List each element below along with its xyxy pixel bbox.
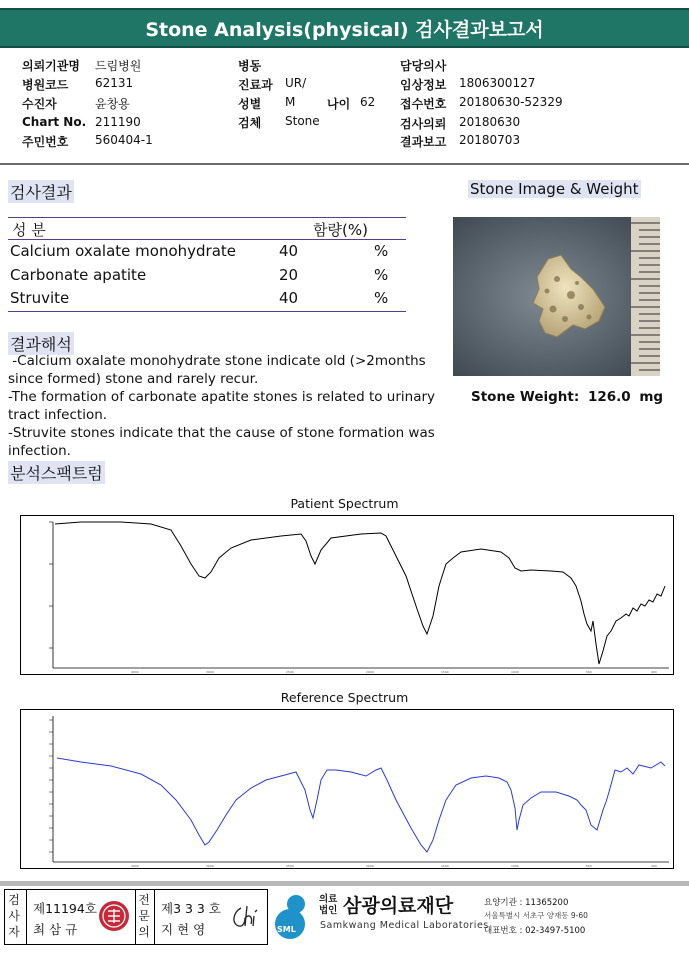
value-patient: 윤창용 — [95, 97, 130, 111]
value-report-date: 20180703 — [459, 133, 521, 147]
specialist-name: 지 현 영 — [161, 922, 206, 937]
label-hospital-code: 병원코드 — [22, 78, 69, 92]
spectrum-heading: 분석스팩트럼 — [8, 461, 105, 484]
stone-weight — [471, 389, 663, 405]
svg-text:400: 400 — [651, 670, 657, 674]
row-value: 40 — [279, 242, 299, 260]
row-name: Calcium oxalate monohydrate — [10, 242, 237, 260]
stone-photo — [453, 217, 660, 376]
svg-text:4000: 4000 — [131, 864, 139, 868]
signature-box — [4, 889, 268, 945]
logo-text: SML — [277, 925, 296, 934]
svg-text:2000: 2000 — [366, 670, 374, 674]
value-specimen: Stone — [285, 114, 320, 128]
svg-text:1500: 1500 — [441, 864, 449, 868]
label-department: 진료과 — [238, 78, 273, 92]
table-header-rule — [8, 239, 406, 240]
header-info — [0, 50, 689, 160]
svg-text:3000: 3000 — [206, 670, 214, 674]
value-chart-no: 211190 — [95, 115, 141, 129]
examiner-license-no: 제11194호 — [33, 901, 97, 916]
svg-text:2000: 2000 — [366, 864, 374, 868]
value-department: UR/ — [285, 76, 307, 90]
footer-rule — [0, 881, 689, 886]
reference-spectrum-chart — [20, 709, 674, 869]
svg-text:3000: 3000 — [206, 864, 214, 868]
org-phone: 대표번호 : 02-3497-5100 — [484, 926, 586, 936]
col-component: 성 분 — [12, 221, 46, 239]
value-request-date: 20180630 — [459, 115, 521, 129]
svg-text:4000: 4000 — [131, 670, 139, 674]
row-value: 40 — [279, 289, 299, 307]
label-patient: 수진자 — [22, 97, 57, 111]
patient-spectrum-title: Patient Spectrum — [290, 496, 399, 511]
org-prefix: 의료법인 — [319, 894, 338, 916]
value-sex: M — [285, 95, 296, 109]
label-sex: 성별 — [238, 97, 262, 111]
examiner-label: 검사자 — [8, 893, 20, 939]
interpretation-heading: 결과해석 — [8, 332, 74, 355]
row-name: Struvite — [10, 289, 70, 307]
svg-text:2500: 2500 — [286, 670, 294, 674]
org-english: Samkwang Medical Laboratories — [320, 920, 489, 931]
value-resident-no: 560404-1 — [95, 133, 153, 147]
examiner-name: 최 삼 규 — [33, 922, 78, 937]
svg-text:500: 500 — [586, 864, 592, 868]
value-receipt-no: 20180630-52329 — [459, 95, 563, 109]
weight-value: 126.0 — [587, 389, 631, 405]
org-code: 요양기관 : 11365200 — [484, 898, 569, 908]
reference-spectrum-title: Reference Spectrum — [280, 690, 409, 705]
svg-text:2500: 2500 — [286, 864, 294, 868]
cell-divider — [26, 890, 27, 944]
label-institution: 의뢰기관명 — [22, 59, 80, 73]
svg-text:500: 500 — [586, 670, 592, 674]
header-divider — [0, 163, 689, 165]
interpretation-line: -The formation of carbonate apatite stones is related to urinary tract infection. — [8, 389, 436, 423]
examiner-seal — [98, 900, 130, 932]
label-report-date: 결과보고 — [400, 135, 447, 149]
svg-text:1000: 1000 — [511, 864, 519, 868]
value-age: 62 — [360, 95, 376, 109]
label-ward: 병동 — [238, 59, 262, 73]
report-title: Stone Analysis(physical) 검사결과보고서 — [0, 8, 689, 48]
row-unit: % — [374, 266, 389, 284]
table-top-rule — [8, 217, 406, 218]
row-unit: % — [374, 289, 389, 307]
table-row — [0, 266, 420, 288]
row-value: 20 — [279, 266, 299, 284]
value-clinical-info: 1806300127 — [459, 76, 536, 90]
results-heading: 검사결과 — [8, 180, 74, 203]
label-request-date: 검사의뢰 — [400, 117, 447, 131]
table-row — [0, 289, 420, 311]
row-name: Carbonate apatite — [10, 266, 147, 284]
svg-text:1500: 1500 — [441, 670, 449, 674]
interpretation-line: -Struvite stones indicate that the cause of stone formation was infection. — [8, 425, 435, 459]
interpretation-line: -Calcium oxalate monohydrate stone indicate old (>2months since formed) stone and rarely recur. — [8, 353, 430, 387]
org-name: 삼광의료재단 — [343, 895, 454, 917]
table-bottom-rule — [8, 311, 406, 312]
weight-label: Stone Weight: — [471, 389, 580, 405]
label-age: 나이 — [327, 97, 351, 111]
org-address: 서울특별시 서초구 양재동 9-60 — [484, 911, 588, 920]
label-resident-no: 주민번호 — [22, 135, 69, 149]
specialist-label: 전문의 — [138, 893, 150, 939]
label-doctor: 담당의사 — [400, 59, 447, 73]
value-hospital-code: 62131 — [95, 76, 134, 90]
patient-spectrum-chart — [20, 515, 674, 675]
label-receipt-no: 접수번호 — [400, 97, 447, 111]
col-content: 함량(%) — [313, 221, 368, 239]
label-chart-no: Chart No. — [22, 115, 87, 129]
svg-text:1000: 1000 — [511, 670, 519, 674]
specialist-license-no: 제3 3 3 호 — [161, 901, 221, 916]
value-institution: 드림병원 — [95, 59, 142, 73]
stone-image-heading: Stone Image & Weight — [470, 180, 639, 198]
label-specimen: 검체 — [238, 116, 262, 130]
specialist-signature — [227, 902, 263, 932]
table-row — [0, 242, 420, 264]
row-unit: % — [374, 242, 389, 260]
interpretation-text — [8, 352, 440, 460]
cell-divider — [154, 890, 155, 944]
label-clinical-info: 임상정보 — [400, 78, 447, 92]
weight-unit: mg — [639, 389, 664, 405]
svg-text:400: 400 — [651, 864, 657, 868]
